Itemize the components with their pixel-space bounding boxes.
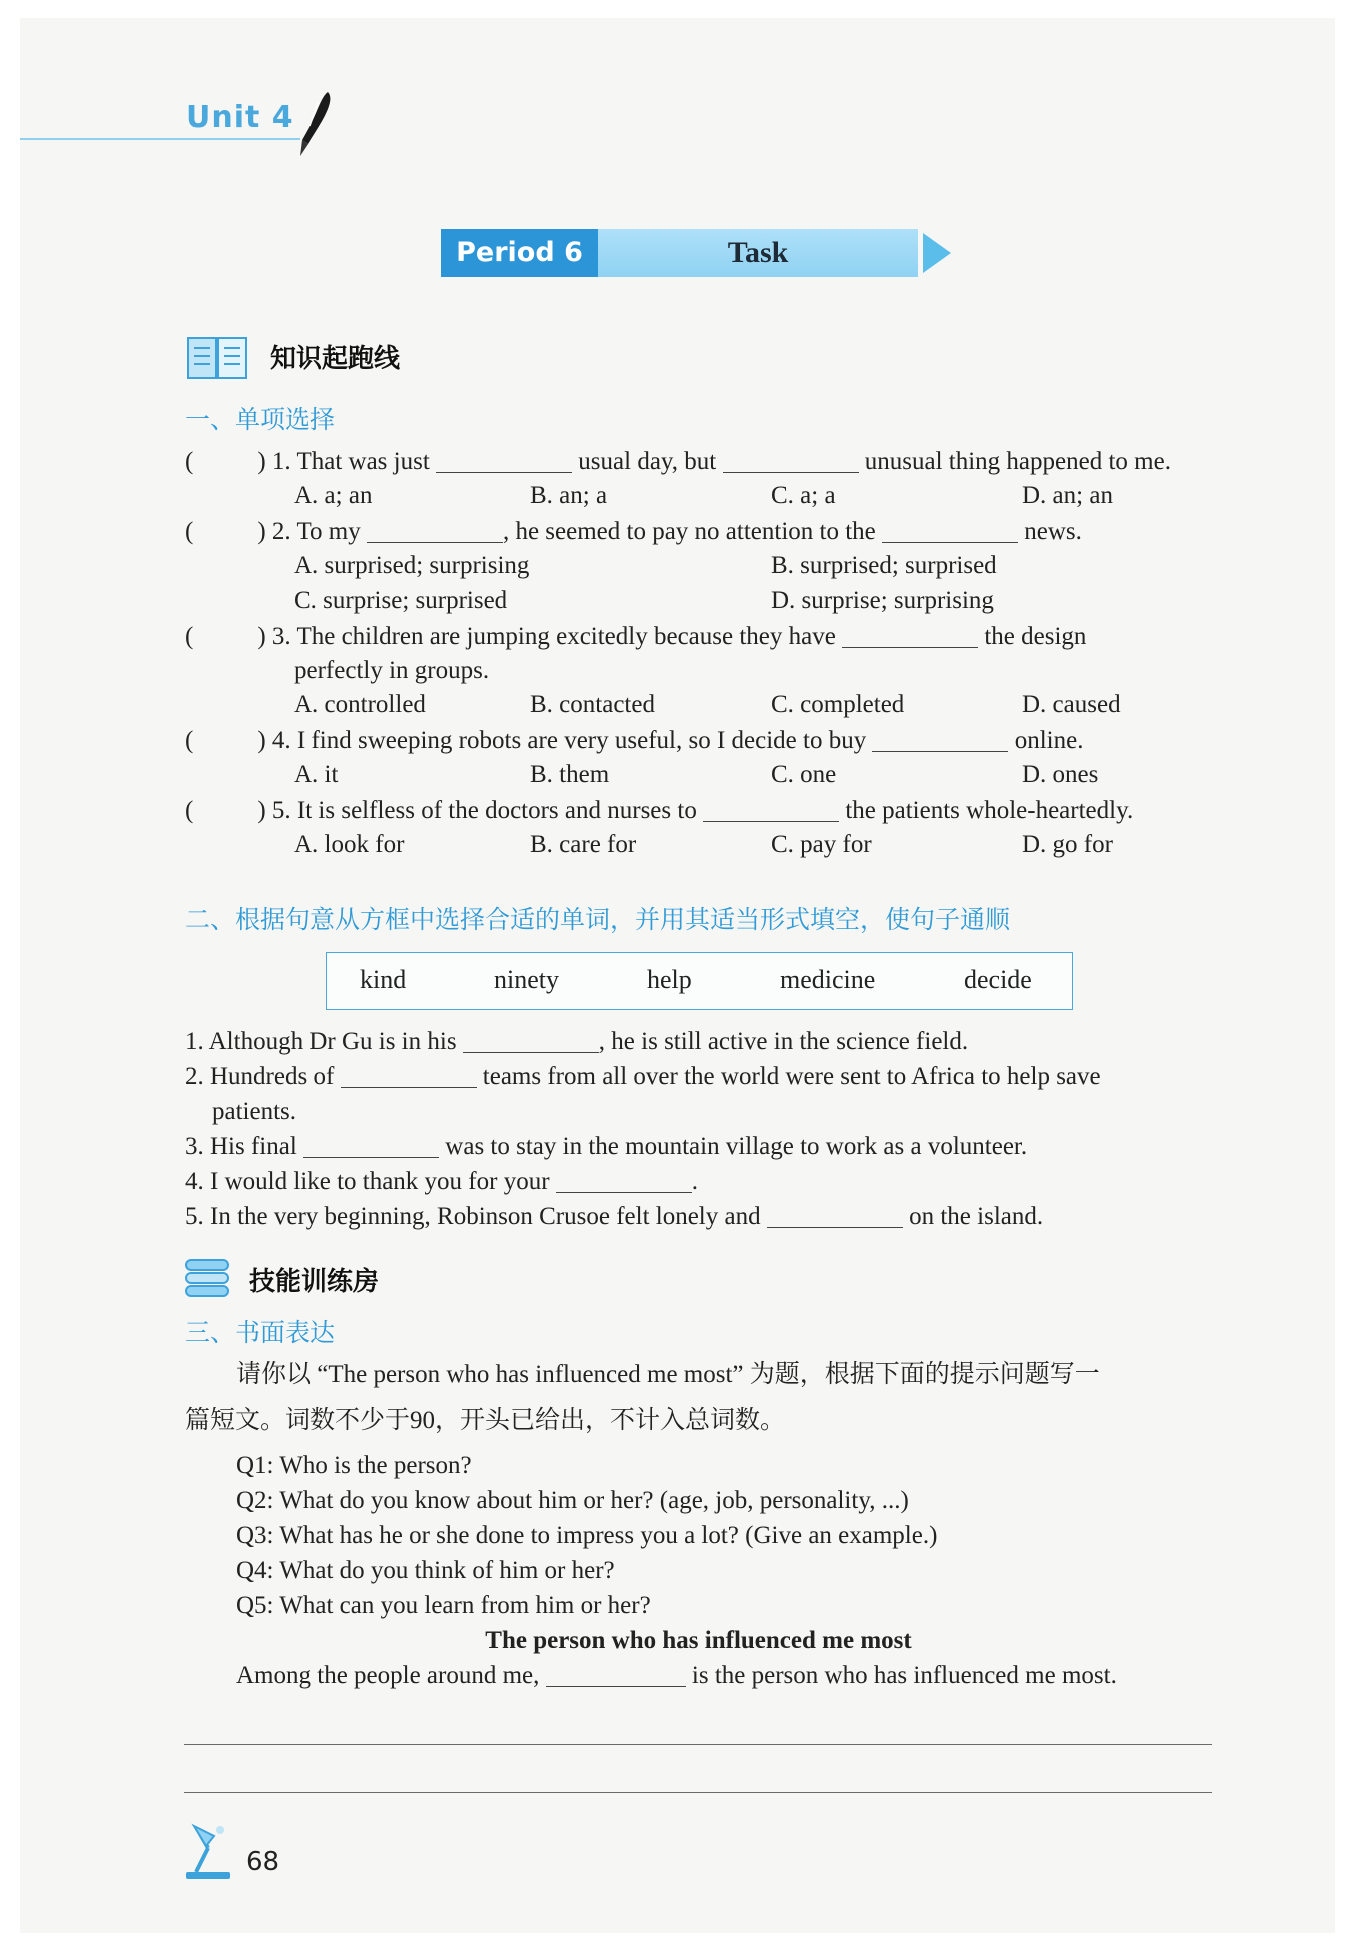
- fill-sentence-3: 3. His final was to stay in the mountain village to work as a volunteer.: [185, 1133, 1028, 1160]
- prompt-question: Q2: What do you know about him or her? (age, job, personality, ...): [236, 1487, 909, 1514]
- answer-blank[interactable]: [436, 448, 572, 473]
- option-a: A. controlled: [294, 691, 426, 718]
- period-label: Period 6: [441, 229, 598, 277]
- option-a: A. it: [294, 761, 339, 788]
- section-title-skills: 技能训练房: [249, 1267, 380, 1297]
- question-1: ( ) 1. That was just usual day, but unusual thing happened to me.: [185, 448, 1171, 475]
- lamp-icon: [180, 1822, 236, 1882]
- part-title-single-choice: 一、单项选择: [185, 405, 336, 434]
- writing-instruction-line-1: 请你以 “The person who has influenced me most” 为题，根据下面的提示问题写一: [236, 1361, 1100, 1388]
- pen-icon: [288, 88, 336, 160]
- word-item: kind: [360, 965, 407, 994]
- option-d: D. go for: [1022, 831, 1113, 858]
- fill-sentence-1: 1. Although Dr Gu is in his , he is still active in the science field.: [185, 1028, 969, 1055]
- fill-sentence-5: 5. In the very beginning, Robinson Crusoe felt lonely and on the island.: [185, 1203, 1044, 1230]
- option-d: D. caused: [1022, 691, 1121, 718]
- part-title-word-fill: 二、根据句意从方框中选择合适的单词，并用其适当形式填空，使句子通顺: [185, 905, 1011, 934]
- stack-icon: [184, 1256, 232, 1300]
- essay-title: The person who has influenced me most: [485, 1627, 912, 1654]
- option-c: C. completed: [771, 691, 905, 718]
- question-5: ( ) 5. It is selfless of the doctors and nurses to the patients whole-heartedly.: [185, 797, 1134, 824]
- writing-line[interactable]: [184, 1792, 1212, 1793]
- option-d: D. surprise; surprising: [771, 587, 994, 614]
- prompt-question: Q3: What has he or she done to impress you a lot? (Give an example.): [236, 1522, 938, 1549]
- option-a: A. a; an: [294, 482, 373, 509]
- question-4: ( ) 4. I find sweeping robots are very useful, so I decide to buy online.: [185, 727, 1084, 754]
- book-icon: [186, 334, 250, 382]
- option-d: D. ones: [1022, 761, 1099, 788]
- question-3-continued: perfectly in groups.: [294, 657, 490, 684]
- option-c: C. a; a: [771, 482, 836, 509]
- option-a: A. look for: [294, 831, 405, 858]
- word-item: help: [647, 965, 692, 994]
- option-b: B. care for: [530, 831, 637, 858]
- answer-blank[interactable]: [463, 1028, 599, 1053]
- answer-blank[interactable]: [723, 448, 859, 473]
- word-item: medicine: [780, 965, 876, 994]
- option-a: A. surprised; surprising: [294, 552, 530, 579]
- answer-blank[interactable]: [303, 1133, 439, 1158]
- option-b: B. contacted: [530, 691, 655, 718]
- answer-blank[interactable]: [546, 1662, 686, 1687]
- writing-line[interactable]: [184, 1744, 1212, 1745]
- option-c: C. pay for: [771, 831, 872, 858]
- question-3: ( ) 3. The children are jumping excitedly because they have the design: [185, 623, 1087, 650]
- prompt-question: Q1: Who is the person?: [236, 1452, 472, 1479]
- banner-arrow-icon: [923, 229, 953, 277]
- answer-blank[interactable]: [872, 727, 1008, 752]
- fill-sentence-2-continued: patients.: [212, 1098, 297, 1125]
- prompt-question: Q5: What can you learn from him or her?: [236, 1592, 651, 1619]
- answer-blank[interactable]: [703, 797, 839, 822]
- unit-underline: [20, 138, 300, 140]
- period-banner: [441, 229, 961, 277]
- fill-sentence-2: 2. Hundreds of teams from all over the world were sent to Africa to help save: [185, 1063, 1101, 1090]
- answer-blank[interactable]: [842, 623, 978, 648]
- answer-blank[interactable]: [882, 518, 1018, 543]
- answer-blank[interactable]: [556, 1168, 692, 1193]
- word-item: ninety: [494, 965, 559, 994]
- word-item: decide: [964, 965, 1032, 994]
- option-c: C. surprise; surprised: [294, 587, 508, 614]
- option-c: C. one: [771, 761, 837, 788]
- option-b: B. surprised; surprised: [771, 552, 997, 579]
- essay-opening: Among the people around me, is the person who has influenced me most.: [236, 1662, 1117, 1689]
- question-2: ( ) 2. To my , he seemed to pay no attention to the news.: [185, 518, 1082, 545]
- option-b: B. an; a: [530, 482, 608, 509]
- answer-blank[interactable]: [767, 1203, 903, 1228]
- option-d: D. an; an: [1022, 482, 1113, 509]
- part-title-writing: 三、书面表达: [185, 1318, 336, 1347]
- option-b: B. them: [530, 761, 610, 788]
- fill-sentence-4: 4. I would like to thank you for your .: [185, 1168, 699, 1195]
- word-box: [326, 952, 1073, 1010]
- section-title-knowledge: 知识起跑线: [270, 344, 401, 374]
- period-topic: Task: [598, 229, 918, 277]
- writing-instruction-line-2: 篇短文。词数不少于90，开头已给出，不计入总词数。: [185, 1407, 786, 1434]
- unit-title: Unit 4: [186, 100, 294, 135]
- answer-blank[interactable]: [367, 518, 503, 543]
- page-number: 68: [246, 1847, 280, 1877]
- answer-blank[interactable]: [341, 1063, 477, 1088]
- prompt-question: Q4: What do you think of him or her?: [236, 1557, 615, 1584]
